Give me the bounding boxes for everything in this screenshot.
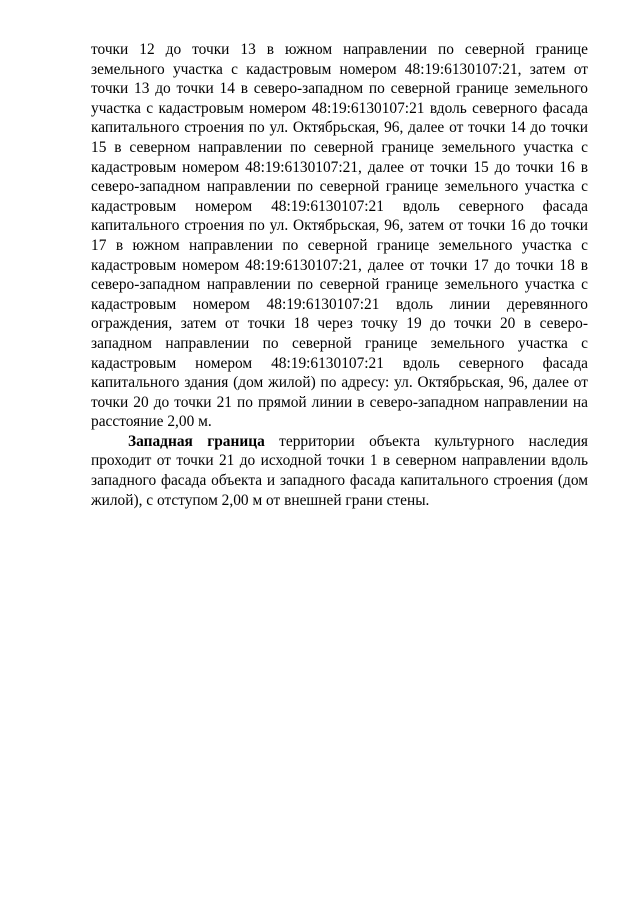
western-boundary-text: территории объекта культурного наследия проходит от точки 21 до исходной точки 1 в северном направлении вдоль западного фасада объекта и западного фасада капитального строения (дом жилой), с отступом 2,00 м от внешней грани стены. [91,432,588,509]
document-body [91,40,588,510]
western-boundary-heading: Западная граница [128,432,265,450]
western-boundary-paragraph [91,432,588,510]
boundary-description-paragraph: точки 12 до точки 13 в южном направлении по северной границе земельного участка с кадастровым номером 48:19:6130107:21, затем от точки 13 до точки 14 в северо-западном по северной границе земельного участка с кадастровым номером 48:19:6130107:21 вдоль северного фасада капитального строения по ул. Октябрьская, 96, далее от точки 14 до точки 15 в северном направлении по северной границе земельного участка с кадастровым номером 48:19:6130107:21, далее от точки 15 до точки 16 в северо-западном направлении по северной границе земельного участка с кадастровым номером 48:19:6130107:21 вдоль северного фасада капитального строения по ул. Октябрьская, 96, затем от точки 16 до точки 17 в южном направлении по северной границе земельного участка с кадастровым номером 48:19:6130107:21, далее от точки 17 до точки 18 в северо-западном направлении по северной границе земельного участка с кадастровым номером 48:19:6130107:21 вдоль линии деревянного ограждения, затем от точки 18 через точку 19 до точки 20 в северо-западном направлении по северной границе земельного участка с кадастровым номером 48:19:6130107:21 вдоль северного фасада капитального здания (дом жилой) по адресу: ул. Октябрьская, 96, далее от точки 20 до точки 21 по прямой линии в северо-западном направлении на расстояние 2,00 м. [91,41,588,431]
